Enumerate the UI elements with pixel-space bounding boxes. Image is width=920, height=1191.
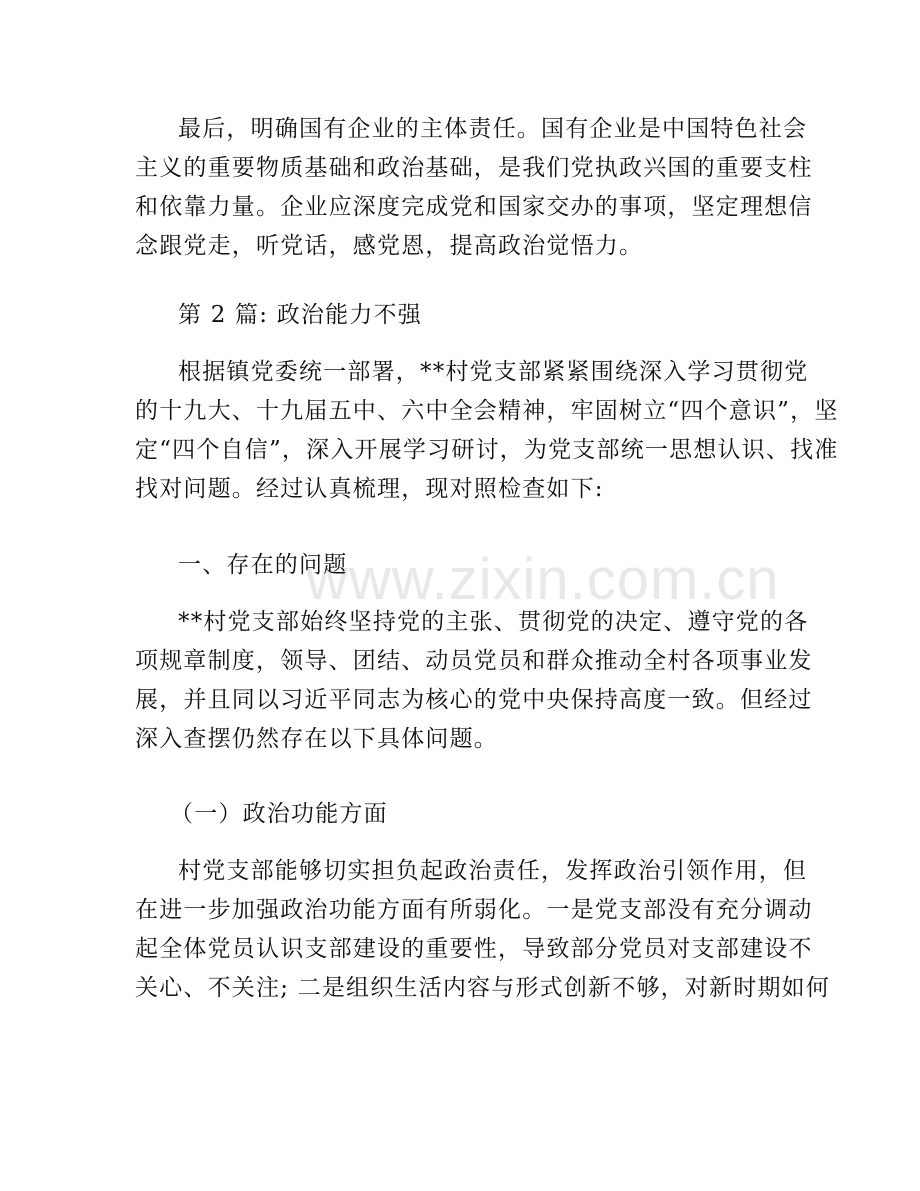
watermark: www.zixin.com.cn — [306, 547, 780, 612]
paragraph-line: 最后，明确国有企业的主体责任。国有企业是中国特色社会 — [178, 116, 808, 142]
paragraph-line: 找对问题。经过认真梳理，现对照检查如下: — [135, 476, 604, 502]
paragraph-line: 的十九大、十九届五中、六中全会精神，牢固树立“四个意识”，坚 — [135, 398, 839, 424]
article-heading: 第 2 篇: 政治能力不强 — [178, 302, 422, 328]
paragraph-line: 深入查摆仍然存在以下具体问题。 — [135, 726, 498, 752]
paragraph-line: **村党支部始终坚持党的主张、贯彻党的决定、遵守党的各 — [178, 609, 809, 635]
paragraph-line: 主义的重要物质基础和政治基础，是我们党执政兴国的重要支柱 — [135, 155, 813, 181]
subsection-heading: （一）政治功能方面 — [170, 801, 388, 827]
paragraph-line: 关心、不关注; 二是组织生活内容与形式创新不够，对新时期如何 — [135, 975, 831, 1001]
paragraph-line: 在进一步加强政治功能方面有所弱化。一是党支部没有充分调动 — [135, 897, 813, 923]
paragraph-conclusion — [135, 110, 813, 266]
paragraph-problems — [135, 603, 813, 759]
paragraph-line: 定“四个自信”，深入开展学习研讨，为党支部统一思想认识、找准 — [135, 437, 839, 463]
paragraph-line: 和依靠力量。企业应深度完成党和国家交办的事项，坚定理想信 — [135, 194, 813, 220]
paragraph-line: 展，并且同以习近平同志为核心的党中央保持高度一致。但经过 — [135, 687, 813, 713]
paragraph-line: 念跟党走，听党话，感党恩，提高政治觉悟力。 — [135, 233, 644, 259]
paragraph-political-function — [135, 852, 831, 1008]
paragraph-line: 根据镇党委统一部署，**村党支部紧紧围绕深入学习贯彻党 — [178, 359, 809, 385]
paragraph-intro — [135, 353, 839, 509]
paragraph-line: 项规章制度，领导、团结、动员党员和群众推动全村各项事业发 — [135, 648, 813, 674]
paragraph-line: 村党支部能够切实担负起政治责任，发挥政治引领作用，但 — [178, 858, 808, 884]
paragraph-line: 起全体党员认识支部建设的重要性，导致部分党员对支部建设不 — [135, 936, 813, 962]
section-heading: 一、存在的问题 — [178, 552, 348, 578]
